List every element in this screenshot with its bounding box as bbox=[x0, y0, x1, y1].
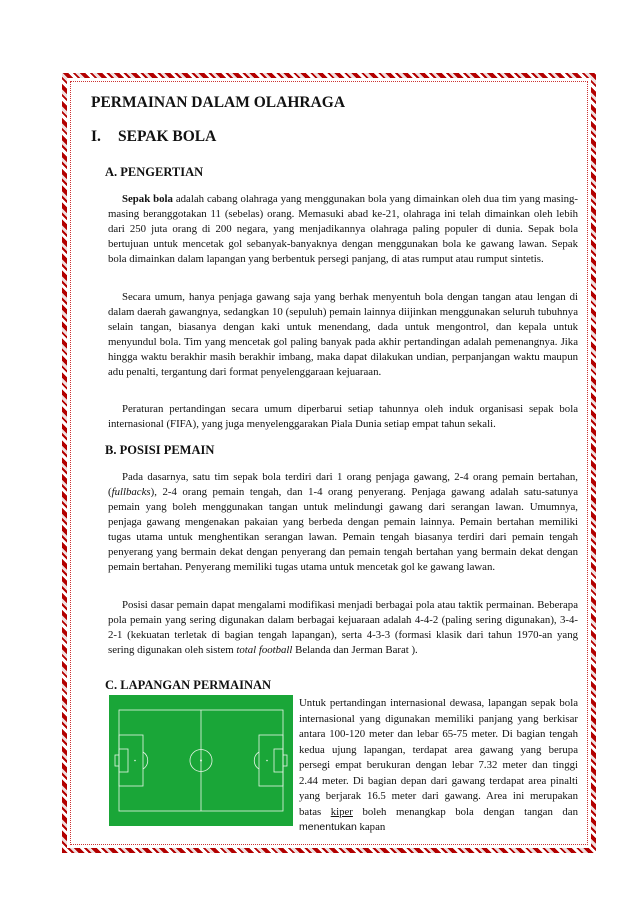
italic-term: fullbacks bbox=[111, 486, 151, 498]
paragraph-pengertian-2: Secara umum, hanya penjaga gawang saja yang berhak menyentuh bola dengan tangan atau lengan di dalam daerah gawangnya, sedangkan 10 (sepuluh) pemain lainnya diijinkan menggunakan seluruh tubuhnya selain tangan, biasanya dengan kaki untuk menendang, dada untuk mengontrol, dan kepala untuk menyundul bola. Tim yang mencetak gol paling banyak pada akhir pertandingan adalah pemenangnya. Jika hingga waktu berakhir masih berakhir imbang, maka dapat dilakukan undian, perpanjangan waktu maupun adu penalti, tergantung dari format penyelenggaraan kejuaraan. bbox=[108, 291, 578, 378]
section-label: SEPAK BOLA bbox=[118, 128, 217, 145]
paragraph-pengertian-3: Peraturan pertandingan secara umum diperbarui setiap tahunnya oleh induk organisasi sepak bola internasional (FIFA), yang juga menyelenggarakan Piala Dunia setiap empat tahun sekali. bbox=[108, 403, 578, 430]
section-number: I. bbox=[91, 128, 101, 145]
subheading-posisi-pemain: B. POSISI PEMAIN bbox=[105, 443, 215, 457]
subheading-pengertian: A. PENGERTIAN bbox=[105, 165, 204, 179]
section-heading-sepak-bola bbox=[91, 128, 216, 146]
subheading-lapangan: C. LAPANGAN PERMAINAN bbox=[105, 678, 272, 692]
football-field-diagram bbox=[109, 695, 293, 826]
paragraph-posisi-2: Posisi dasar pemain dapat mengalami modifikasi menjadi berbagai pola atau taktik permainan. Beberapa pola pemain yang sering digunakan dalam berbagai kejuaraan adalah 4-4-2 (paling sering digunakan), 3-4-2-1 (kekuatan terletak di bagian tengah lapangan), serta 4-3-3 (formasi klasik dari tahun 1970-an yang sering digunakan oleh sistem total football Belanda dan Jerman Barat ). bbox=[108, 599, 578, 656]
paragraph-lapangan: Untuk pertandingan internasional dewasa, lapangan sepak bola internasional yang digunakan memiliki panjang yang berkisar antara 100-120 meter dan lebar 65-75 meter. Di bagian tengah kedua ujung lapangan, terdapat area gawang yang berupa persegi empat berukuran dengan lebar 7.32 meter dan tinggi 2.44 meter. Di bagian depan dari gawang terdapat area pinalti yang berjarak 16.5 meter dari gawang. Area ini merupakan batas kiper boleh menangkap bola dengan tangan dan menentukan kapan bbox=[299, 697, 578, 833]
page-title: PERMAINAN DALAM OLAHRAGA bbox=[91, 94, 346, 111]
paragraph-posisi-1: Pada dasarnya, satu tim sepak bola terdiri dari 1 orang penjaga gawang, 2-4 orang pemain bertahan, (fullbacks), 2-4 orang pemain tengah, dan 1-4 orang penyerang. Penjaga gawang adalah satu-satunya pemain yang boleh menggunakan tangan untuk melindungi gawang dari serangan lawan. Umumnya, penjaga gawang mengenakan pakaian yang berbeda dengan pemain lainnya. Pemain bertahan memiliki tugas utama untuk menghentikan serangan lawan. Pemain tengah biasanya terdiri dari pemain tengah penyerang yang bermain dekat dengan penyerang dan pemain tengah bertahan yang bermain dekat dengan pemain bertahan. Penyerang memiliki tugas utama untuk mencetak gol ke gawang lawan. bbox=[108, 471, 578, 573]
field-lines bbox=[109, 695, 293, 826]
paragraph-pengertian-1: Sepak bola adalah cabang olahraga yang menggunakan bola yang dimainkan oleh dua tim yang masing-masing beranggotakan 11 (sebelas) orang. Memasuki abad ke-21, olahraga ini telah dimainkan oleh lebih dari 250 juta orang di 200 negara, yang menjadikannya olahraga paling populer di dunia. Sepak bola bertujuan untuk mencetak gol sebanyak-banyaknya dengan menggunakan bola ke gawang lawan. Sepak bola dimainkan dalam lapangan yang berbentuk persegi panjang, di atas rumput atau rumput sintetis. bbox=[108, 193, 578, 265]
italic-term: total football bbox=[236, 644, 293, 656]
bold-term: Sepak bola bbox=[122, 193, 173, 205]
underlined-term: kiper bbox=[330, 805, 353, 818]
